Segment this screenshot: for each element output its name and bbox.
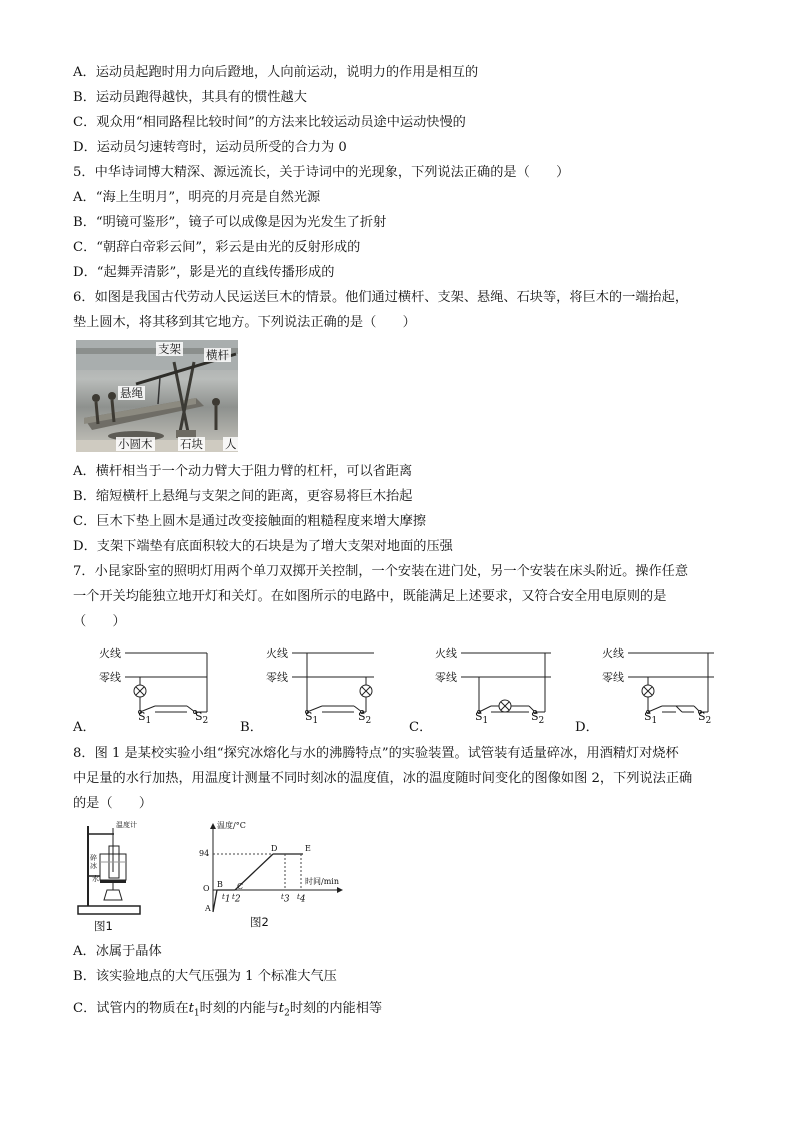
fig1-ice-label: 碎冰	[90, 854, 97, 870]
circuit-a-neutral-label: 零线	[99, 671, 121, 684]
fig2-point-e: E	[305, 844, 311, 853]
circuit-d-live-label: 火线	[602, 647, 624, 660]
q7-option-c: C．	[409, 720, 433, 735]
fig1-water-label: 水	[92, 875, 99, 883]
q8-option-c-t1: t	[188, 1001, 194, 1016]
q6-option-b: B．缩短横杆上悬绳与支架之间的距离，更容易将巨木抬起	[73, 489, 413, 504]
circuit-a-live-label: 火线	[99, 647, 121, 660]
circuit-a-s2: S	[195, 710, 203, 723]
label-henggan: 横杆	[206, 348, 229, 362]
fig2-t2-sub: 2	[234, 894, 241, 905]
circuit-c-live-label: 火线	[435, 647, 457, 660]
label-xuansheng: 悬绳	[120, 386, 143, 400]
circuit-b-s2-sub: 2	[365, 716, 372, 727]
fig2-y-label: 温度/°C	[217, 821, 246, 830]
circuit-b-s1: S	[305, 710, 313, 723]
fig2-t1: t	[222, 893, 225, 901]
q7-stem-line1: 7．小昆家卧室的照明灯用两个单刀双掷开关控制，一个安装在进门处，另一个安装在床头附近。操作任意	[73, 564, 689, 579]
q4-option-b: B．运动员跑得越快，其具有的惯性越大	[73, 90, 307, 105]
fig2-x-label: 时间/min	[305, 877, 339, 886]
circuit-b	[262, 642, 382, 730]
q8-figure1	[76, 820, 142, 932]
q8-option-c-t1-sub: 1	[193, 1008, 200, 1019]
q8-stem-line1: 8．图 1 是某校实验小组“探究冰熔化与水的沸腾特点”的实验装置。试管装有适量碎冰，用酒精灯对烧杯	[73, 746, 679, 761]
q8-option-a: A．冰属于晶体	[73, 944, 162, 959]
q4-option-a: A．运动员起跑时用力向后蹬地，人向前运动，说明力的作用是相互的	[73, 65, 479, 80]
q5-option-c: C．“朝辞白帝彩云间”，彩云是由光的反射形成的	[73, 240, 361, 255]
label-zhijia: 支架	[158, 342, 181, 356]
q6-option-a: A．横杆相当于一个动力臂大于阻力臂的杠杆，可以省距离	[73, 464, 413, 479]
q8-option-c-post: 时刻的内能相等	[289, 1001, 383, 1016]
fig2-point-c: C	[237, 882, 244, 891]
circuit-c-s1-sub: 1	[482, 716, 489, 727]
q8-stem-line2: 中足量的水行加热，用温度计测量不同时刻冰的温度值，冰的温度随时间变化的图像如图 2，下列说法正确	[73, 771, 693, 786]
fig2-t1-sub: 1	[224, 894, 231, 905]
q5-option-a: A．“海上生明月”，明亮的月亮是自然光源	[73, 190, 321, 205]
fig2-caption: 图2	[250, 915, 269, 929]
q6-stem-line1: 6．如图是我国古代劳动人民运送巨木的情景。他们通过横杆、支架、悬绳、石块等，将巨木的一端抬起，	[73, 290, 689, 305]
q7-option-b: B．	[240, 720, 263, 735]
q8-option-c-t2-sub: 2	[284, 1008, 290, 1019]
q6-illustration	[76, 340, 238, 452]
circuit-a-s1-sub: 1	[145, 716, 152, 727]
label-shikuai: 石块	[180, 437, 203, 451]
q8-option-b: B．该实验地点的大气压强为 1 个标准大气压	[73, 969, 337, 984]
q8-option-c	[73, 1000, 382, 1023]
fig1-thermometer-label: 温度计	[116, 821, 137, 829]
circuit-c-s2: S	[531, 710, 539, 723]
fig1-caption: 图1	[94, 919, 113, 933]
q7-stem-line2: 一个开关均能独立地开灯和关灯。在如图所示的电路中，既能满足上述要求，又符合安全用电原则的是	[73, 589, 667, 604]
circuit-b-neutral-label: 零线	[266, 671, 288, 684]
fig2-point-a: A	[205, 904, 211, 913]
q6-option-d: D．支架下端垫有底面积较大的石块是为了增大支架对地面的压强	[73, 539, 453, 554]
q8-figure2	[195, 820, 345, 932]
q8-option-c-pre: C．试管内的物质在	[73, 1001, 189, 1016]
fig2-y-tick-94: 94	[199, 849, 210, 858]
circuit-c-s1: S	[475, 710, 483, 723]
label-xiaoyuanmu: 小圆木	[118, 437, 153, 451]
circuit-d-s2: S	[698, 710, 706, 723]
circuit-d-neutral-label: 零线	[602, 671, 624, 684]
fig2-point-d: D	[271, 844, 278, 853]
q7-stem-line3: （ ）	[73, 614, 126, 629]
circuit-c-s2-sub: 2	[538, 716, 545, 727]
fig2-point-b: B	[217, 880, 223, 889]
q5-option-d: D．“起舞弄清影”，影是光的直线传播形成的	[73, 265, 335, 280]
q6-stem-line2: 垫上圆木，将其移到其它地方。下列说法正确的是（ ）	[73, 315, 416, 330]
q4-option-d: D．运动员匀速转弯时，运动员所受的合力为 0	[73, 140, 347, 155]
circuit-d-s1: S	[644, 710, 652, 723]
circuit-a-s1: S	[138, 710, 146, 723]
q7-option-d: D．	[575, 720, 599, 735]
circuit-d-s1-sub: 1	[651, 716, 658, 727]
circuit-d	[598, 642, 722, 730]
q8-figure1-drawing	[76, 820, 142, 920]
circuit-c-neutral-label: 零线	[435, 671, 457, 684]
q8-option-c-mid: 时刻的内能与	[199, 1001, 279, 1016]
q5-option-b: B．“明镜可鉴形”，镜子可以成像是因为光发生了折射	[73, 215, 387, 230]
circuit-b-s1-sub: 1	[312, 716, 319, 727]
fig2-t3: t	[281, 893, 284, 901]
fig2-t2: t	[232, 893, 235, 901]
q7-option-a: A．	[73, 720, 96, 735]
label-ren: 人	[225, 437, 237, 451]
q8-stem-line3: 的是（ ）	[73, 796, 153, 811]
fig2-t4-sub: 4	[299, 894, 306, 905]
q8-option-c-t2: t	[278, 1001, 285, 1016]
fig2-point-o: O	[203, 884, 210, 893]
circuit-a	[95, 642, 215, 730]
fig2-t4: t	[297, 893, 300, 901]
circuit-b-live-label: 火线	[266, 647, 288, 660]
q6-option-c: C．巨木下垫上圆木是通过改变接触面的粗糙程度来增大摩擦	[73, 514, 426, 529]
q5-stem: 5．中华诗词博大精深、源远流长，关于诗词中的光现象，下列说法正确的是（ ）	[73, 165, 570, 180]
q8-figure2-graph	[195, 820, 345, 916]
fig2-t3-sub: 3	[283, 894, 290, 905]
circuit-a-s2-sub: 2	[202, 716, 209, 727]
circuit-b-s2: S	[358, 710, 366, 723]
circuit-d-s2-sub: 2	[705, 716, 712, 727]
q4-option-c: C．观众用“相同路程比较时间”的方法来比较运动员途中运动快慢的	[73, 115, 466, 130]
circuit-c	[431, 642, 561, 730]
